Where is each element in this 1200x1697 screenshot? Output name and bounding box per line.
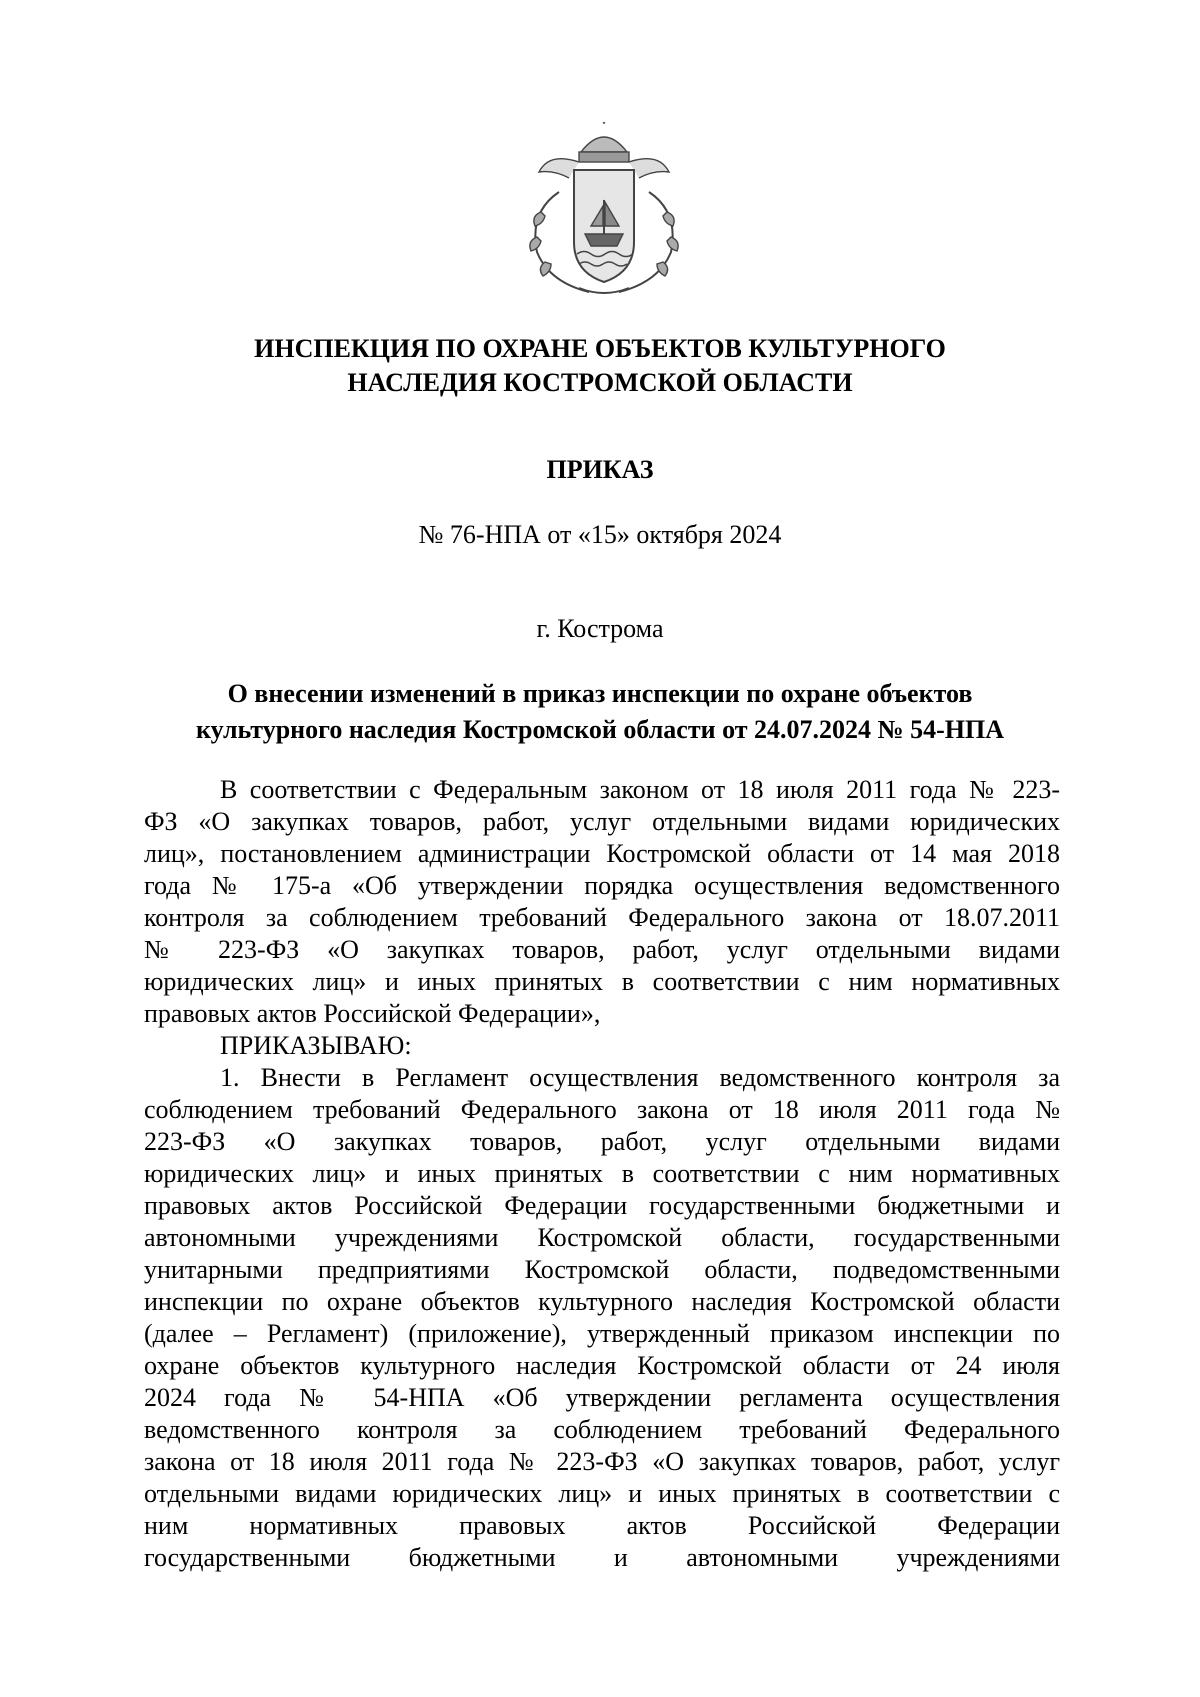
body-line: лиц», постановлением администрации Костромской области от 14 мая 2018	[144, 839, 1060, 868]
body-line: 1. Внести в Регламент осуществления ведомственного контроля за	[220, 1063, 1060, 1092]
body-line: ним нормативных правовых актов Российской Федерации	[144, 1511, 1060, 1540]
body-line: юридических лиц» и иных принятых в соответствии с ним нормативных	[144, 1159, 1060, 1188]
body-line: 2024 года № 54-НПА «Об утверждении регламента осуществления	[144, 1383, 1060, 1412]
body-line: правовых актов Российской Федерации»,	[144, 999, 601, 1028]
body-line: В соответствии с Федеральным законом от 18 июля 2011 года № 223-	[220, 775, 1060, 804]
organization-name-line-2: НАСЛЕДИЯ КОСТРОМСКОЙ ОБЛАСТИ	[347, 368, 853, 397]
body-line: № 223-ФЗ «О закупках товаров, работ, услуг отдельными видами	[144, 935, 1060, 964]
body-line: юридических лиц» и иных принятых в соответствии с ним нормативных	[144, 967, 1060, 996]
body-line: автономными учреждениями Костромской области, государственными	[144, 1223, 1060, 1252]
document-subject	[0, 676, 1200, 748]
body-line: 223-ФЗ «О закупках товаров, работ, услуг отдельными видами	[144, 1127, 1060, 1156]
body-line: правовых актов Российской Федерации государственными бюджетными и	[144, 1191, 1060, 1220]
document-type: ПРИКАЗ	[546, 455, 654, 484]
body-line: закона от 18 июля 2011 года № 223-ФЗ «О закупках товаров, работ, услуг	[144, 1447, 1060, 1476]
organization-name	[0, 332, 1200, 400]
subject-line-1: О внесении изменений в приказ инспекции по охране объектов	[227, 679, 973, 708]
subject-line-2: культурного наследия Костромской области от 24.07.2024 № 54-НПА	[195, 715, 1005, 744]
body-line: контроля за соблюдением требований Федерального закона от 18.07.2011	[144, 903, 1060, 932]
body-line: охране объектов культурного наследия Костромской области от 24 июля	[144, 1351, 1060, 1380]
body-line: соблюдением требований Федерального закона от 18 июля 2011 года №	[144, 1095, 1060, 1124]
document-body	[144, 774, 1060, 1574]
body-line: инспекции по охране объектов культурного наследия Костромской области	[144, 1287, 1060, 1316]
document-number-date: № 76-НПА от «15» октября 2024	[418, 520, 782, 549]
body-line: государственными бюджетными и автономными учреждениями	[144, 1543, 1060, 1572]
coat-of-arms-emblem-icon	[519, 122, 689, 300]
body-line: унитарными предприятиями Костромской области, подведомственными	[144, 1255, 1060, 1284]
organization-name-line-1: ИНСПЕКЦИЯ ПО ОХРАНЕ ОБЪЕКТОВ КУЛЬТУРНОГО	[254, 334, 946, 363]
order-directive: ПРИКАЗЫВАЮ:	[220, 1031, 412, 1060]
body-line: ведомственного контроля за соблюдением требований Федерального	[144, 1415, 1060, 1444]
body-line: ФЗ «О закупках товаров, работ, услуг отдельными видами юридических	[144, 807, 1060, 836]
city: г. Кострома	[536, 614, 664, 643]
body-line: года № 175-а «Об утверждении порядка осуществления ведомственного	[144, 871, 1060, 900]
body-line: (далее – Регламент) (приложение), утвержденный приказом инспекции по	[144, 1319, 1060, 1348]
body-line: отдельными видами юридических лиц» и иных принятых в соответствии с	[144, 1479, 1060, 1508]
